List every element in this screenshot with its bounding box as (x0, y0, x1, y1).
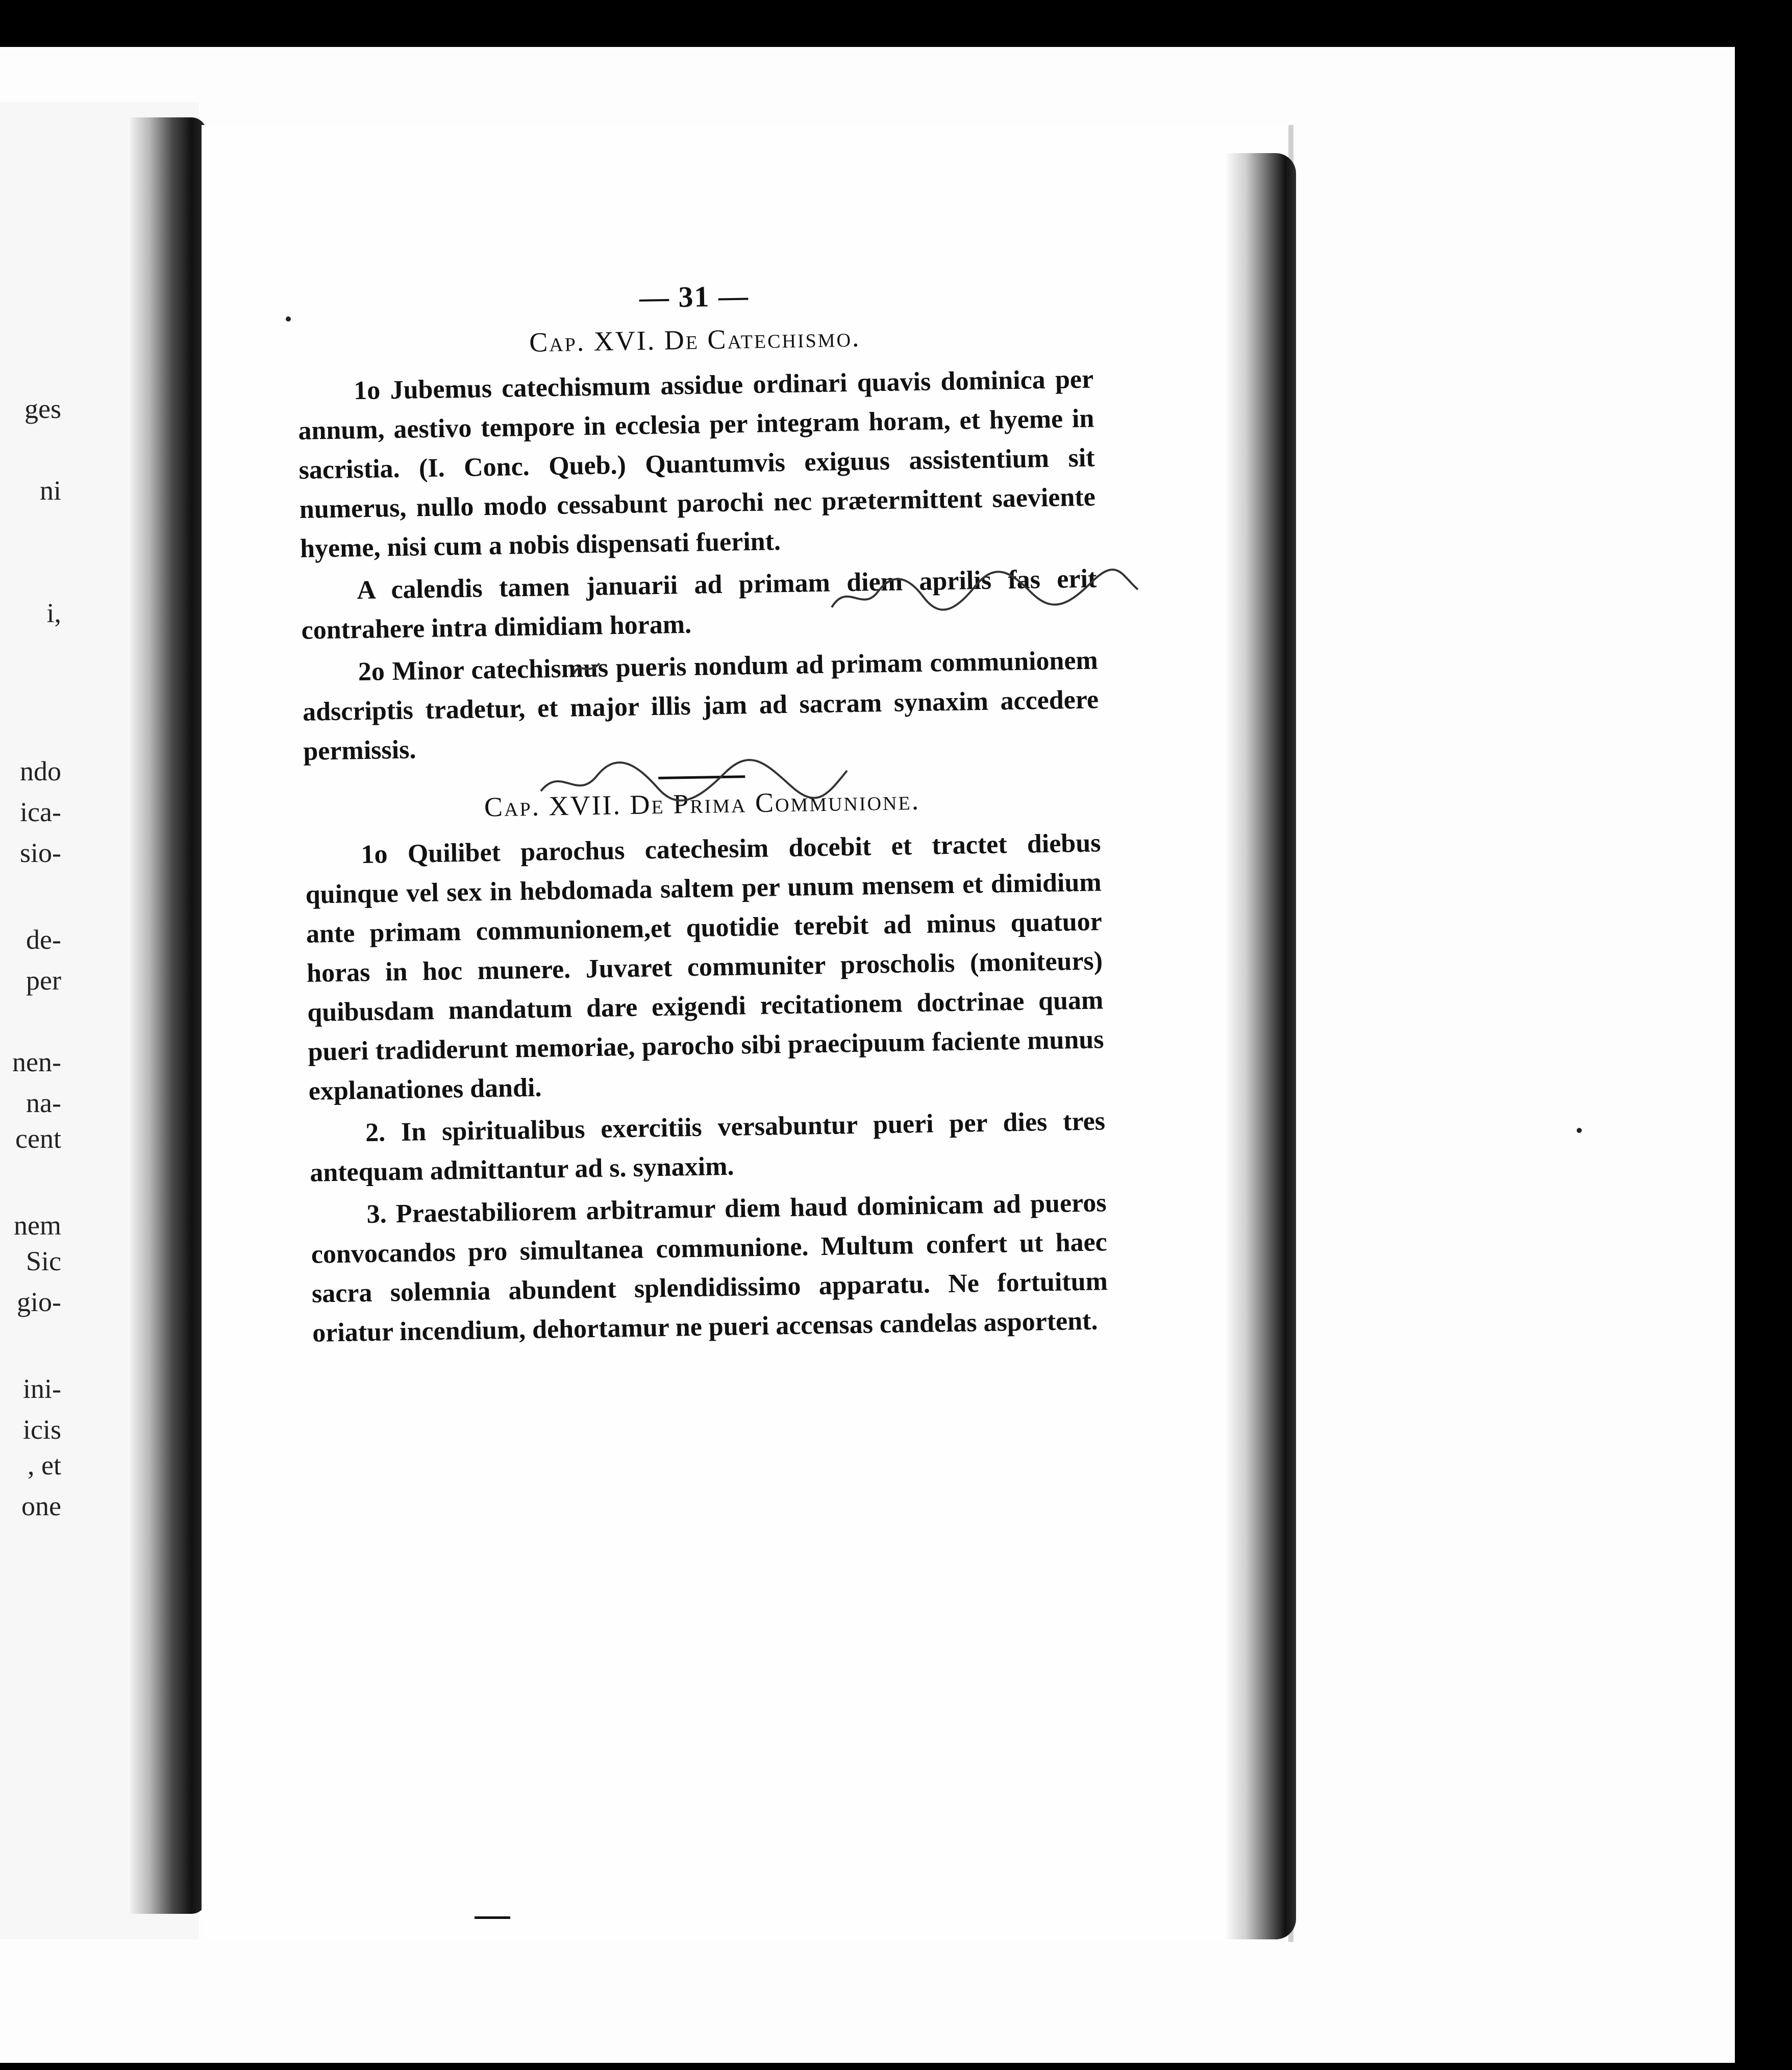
left-fragment: na- (26, 1088, 61, 1118)
handwritten-mark (571, 658, 602, 679)
left-fragment: ica- (20, 797, 61, 827)
paragraph: A calendis tamen januarii ad primam diem aprilis fas erit contrahere intra dimidiam horam. (301, 564, 1097, 645)
paragraph: 1o Jubemus catechismum assidue ordinari quavis dominica per annum, aestivo tempore in ecclesia per integram horam, et hyeme in sacristia. (I. Conc. Queb.) Quantumvis exiguus assistentium sit numerus, nullo modo cessabunt parochi nec prætermittent saeviente hyeme, nisi cum a nobis dispensati fuerint. (298, 364, 1096, 563)
left-fragment: de- (26, 924, 61, 955)
left-fragment: one (21, 1491, 61, 1521)
left-fragment: gio- (17, 1287, 61, 1317)
handwritten-annotation (536, 750, 852, 806)
right-page-edge (1225, 153, 1296, 1939)
paragraph: 2o Minor catechismus pueris nondum ad primam communionem adscriptis tradetur, et major illis jam ad sacram synaxim accedere permissis. (302, 646, 1099, 766)
left-fragment: ni (39, 475, 61, 506)
left-fragment: , et (28, 1450, 61, 1481)
left-page-gutter (130, 117, 207, 1914)
chapter-label: Cap. XVII. (484, 790, 622, 823)
left-fragment: ges (24, 393, 61, 424)
left-fragment: sio- (20, 837, 61, 868)
left-fragment: icis (23, 1414, 61, 1445)
paragraph: 2. In spiritualibus exercitiis versabuntur pueri per dies tres antequam admittantur ad s. synaxim. (309, 1106, 1106, 1188)
handwritten-annotation (827, 561, 1143, 623)
left-fragment: nen- (12, 1047, 61, 1077)
scan-speck (286, 316, 291, 322)
chapter-heading (296, 317, 1093, 361)
left-fragment: i, (46, 598, 61, 628)
page-number: — 31 — (639, 279, 750, 314)
scan-speck (1577, 1128, 1582, 1133)
chapter-title: De Catechismo. (664, 322, 861, 356)
left-fragment: nem (14, 1210, 61, 1241)
chapter-label: Cap. XVI. (529, 325, 656, 358)
left-fragment: ndo (20, 756, 61, 786)
bottom-mark (475, 1916, 510, 1919)
left-fragment: cent (15, 1123, 61, 1154)
chapter-title: De Prima Communione. (630, 784, 920, 820)
paragraph: 3. Praestabiliorem arbitramur diem haud dominicam ad pueros convocandos pro simultanea communione. Multum confert ut haec sacra solemnia abundent splendidissimo apparatu. Ne fortuitum oriatur incendium, dehortamur ne pueri accensas candelas asportent. (311, 1188, 1108, 1348)
left-fragment: Sic (26, 1246, 61, 1276)
page-text (296, 273, 1109, 1356)
left-fragment: per (26, 965, 61, 996)
left-fragment: ini- (23, 1373, 61, 1404)
paragraph: 1o Quilibet parochus catechesim docebit et tractet diebus quinque vel sex in hebdomada saltem per unum mensem et dimidium ante primam communionem,et quotidie terebit ad minus quatuor horas in hoc munere. Juvaret communiter proscholis (moniteurs) quibusdam mandatum dare exigendi recitationem doctrinae quam pueri tradiderunt memoriae, parocho sibi praecipuum faciente munus explanationes dandi. (305, 828, 1104, 1106)
